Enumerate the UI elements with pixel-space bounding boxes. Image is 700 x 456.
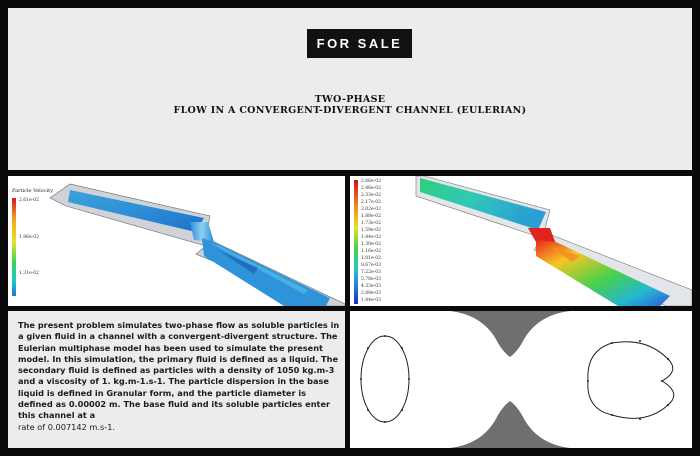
scale-tick: 7.22e-03 xyxy=(361,270,381,275)
scale-tick: 2.89e-03 xyxy=(361,291,381,296)
scale-tick: 2.61e-02 xyxy=(19,198,39,203)
description-text xyxy=(18,320,340,433)
scale-tick: 2.46e-02 xyxy=(361,186,381,191)
scale-tick: 1.31e-02 xyxy=(19,271,39,276)
scale-tick: 1.73e-02 xyxy=(361,221,381,226)
scale-tick: 4.33e-03 xyxy=(361,284,381,289)
scale-tick: 2.02e-02 xyxy=(361,207,381,212)
scale-tick: 1.96e-02 xyxy=(19,235,39,240)
scale-tick: 5.78e-03 xyxy=(361,277,381,282)
scale-tick: 1.88e-02 xyxy=(361,214,381,219)
lower-wall xyxy=(450,401,570,448)
description-tail: rate of 0.007142 m.s-1. xyxy=(18,421,116,432)
scale-tick: 2.66e-02 xyxy=(361,179,381,184)
scale-tick: 1.30e-02 xyxy=(361,242,381,247)
title-line-1: TWO-PHASE xyxy=(314,94,386,105)
legend-title: Particle Velocity xyxy=(12,188,54,194)
geometry-drawing xyxy=(350,311,692,448)
scale-tick: 1.44e-02 xyxy=(361,235,381,240)
scale-tick: 1.16e-02 xyxy=(361,249,381,254)
color-scale-bar xyxy=(12,198,16,296)
geometry-figure xyxy=(350,311,692,448)
particle-velocity-simulation-image xyxy=(8,176,345,306)
fish-shape xyxy=(588,342,674,419)
scale-tick: 2.33e-02 xyxy=(361,193,381,198)
scale-tick: 8.67e-03 xyxy=(361,263,381,268)
description-panel xyxy=(8,311,345,448)
header-banner xyxy=(8,8,692,170)
scale-tick: 1.01e-02 xyxy=(361,256,381,261)
scale-tick: 1.59e-02 xyxy=(361,228,381,233)
scale-tick: 2.17e-02 xyxy=(361,200,381,205)
scale-tick: 1.44e-03 xyxy=(361,298,381,303)
simulation-render xyxy=(350,176,692,306)
title-line-2: FLOW IN A CONVERGENT-DIVERGENT CHANNEL (EULERIAN) xyxy=(173,105,527,116)
color-scale-bar xyxy=(354,180,358,304)
simulation-render xyxy=(8,176,345,306)
contour-simulation-image xyxy=(350,176,692,306)
upper-wall xyxy=(450,311,570,357)
page-title xyxy=(8,94,692,116)
for-sale-badge[interactable]: FOR SALE xyxy=(307,29,412,58)
description-body: The present problem simulates two-phase flow as soluble particles in a given fluid in a channel with a convergent-divergent structure. The Eulerian multiphase model has been used to simulate the present model. In this simulation, the primary fluid is defined as a liquid. The secondary fluid is defined as particles with a density of 1050 kg.m-3 and a viscosity of 1. kg.m-1.s-1. The particle dispersion in the base liquid is defined in Granular form, and the particle diameter is defined as 0.00002 m. The base fluid and its soluble particles enter this channel at a xyxy=(18,320,340,421)
